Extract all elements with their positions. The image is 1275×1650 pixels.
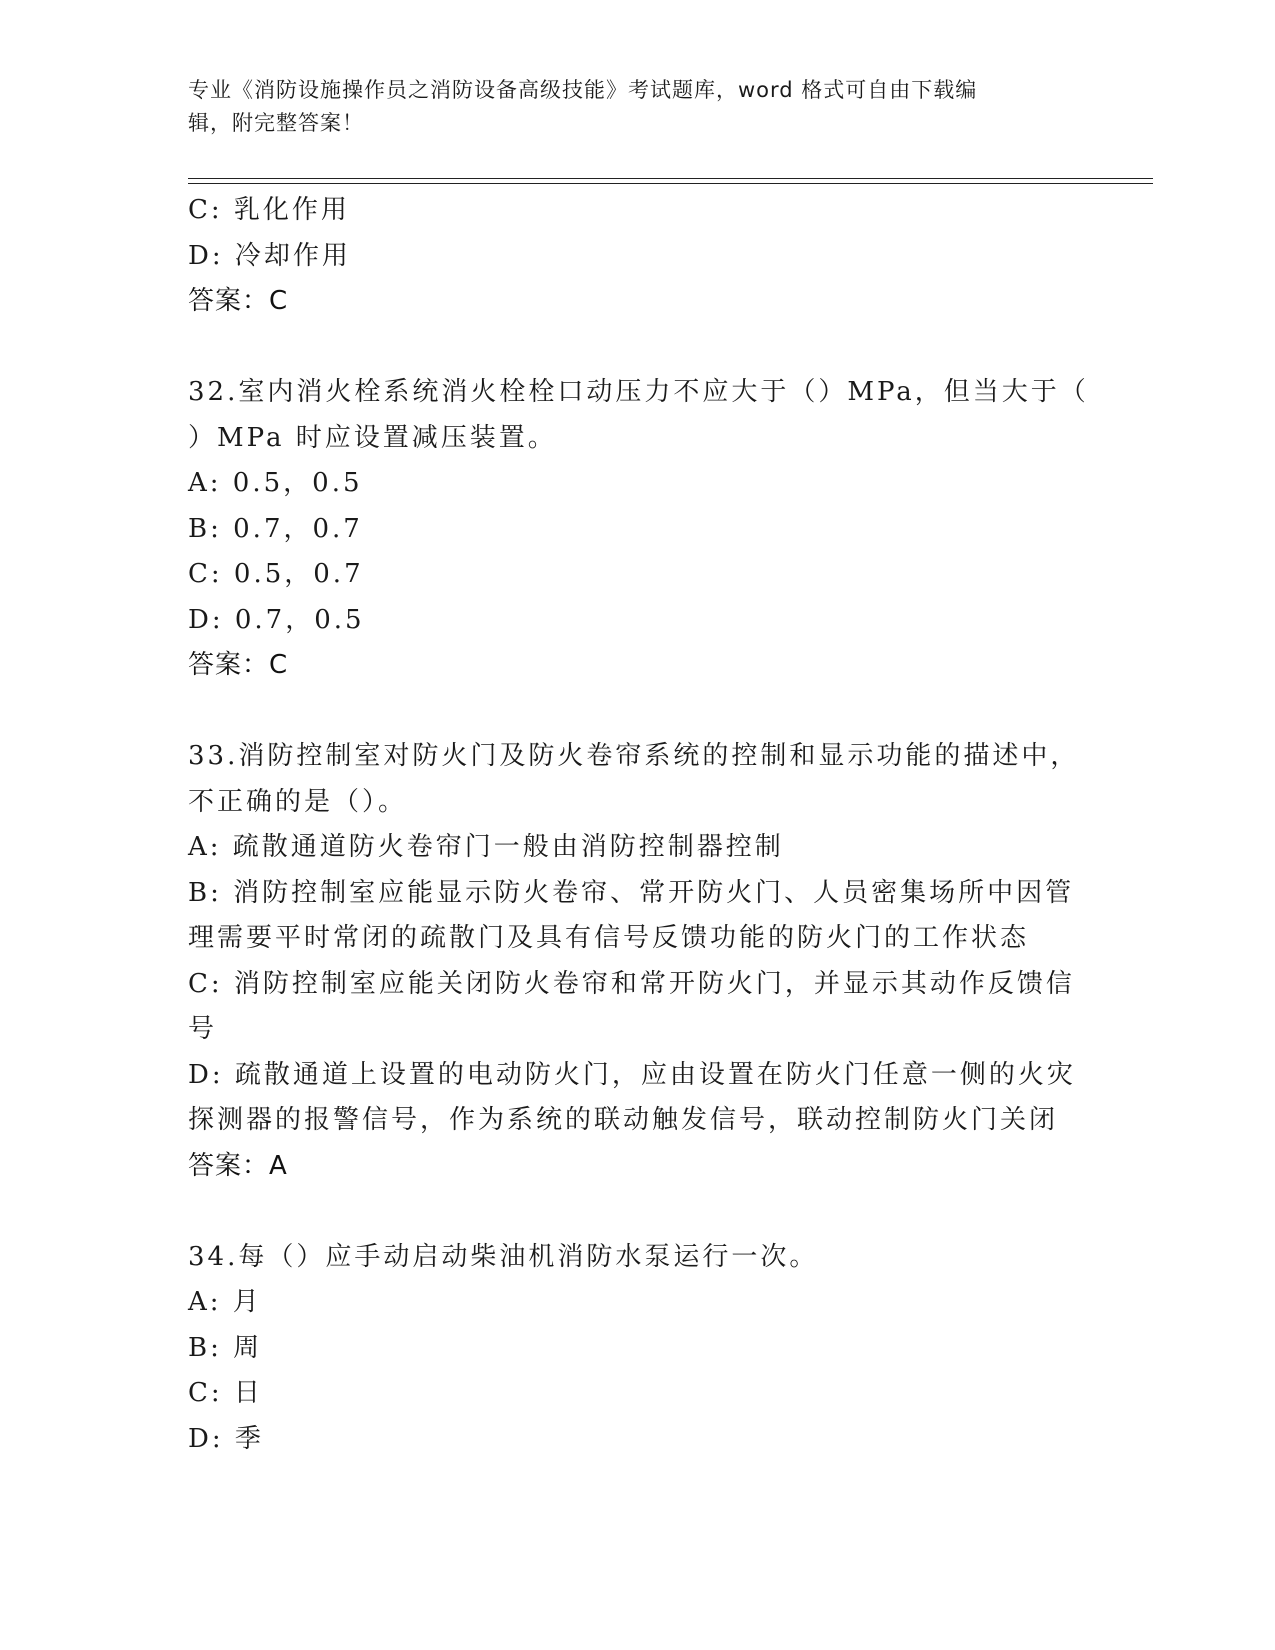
answer-label: 答案：C	[188, 286, 289, 316]
option-b: B: 周	[188, 1332, 263, 1363]
question-34	[188, 1235, 1078, 1463]
option-d: D: 季	[188, 1423, 264, 1454]
header-divider-bottom	[188, 183, 1153, 184]
question-32	[188, 370, 1089, 689]
option-c: C: 0.5，0.7	[188, 559, 364, 589]
question-31	[188, 188, 1078, 325]
question-stem-continued: ）MPa 时应设置减压装置。	[188, 422, 557, 453]
header-line-2: 辑，附完整答案！	[188, 111, 364, 135]
question-content	[188, 188, 1089, 1462]
option-a: A: 月	[188, 1287, 262, 1317]
option-d: D: 0.7，0.5	[188, 604, 365, 635]
spacer	[188, 689, 1078, 735]
question-stem-continued: 不正确的是（）。	[188, 786, 408, 817]
answer-label: 答案：C	[188, 650, 289, 680]
option-d: D: 冷却作用	[188, 240, 351, 271]
option-c-continued: 号	[188, 1014, 218, 1044]
spacer	[188, 325, 1078, 371]
option-c: C: 乳化作用	[188, 195, 350, 225]
option-c: C: 消防控制室应能关闭防火卷帘和常开防火门，并显示其动作反馈信	[188, 968, 1075, 999]
option-c: C: 日	[188, 1378, 263, 1408]
option-b-continued: 理需要平时常闭的疏散门及具有信号反馈功能的防火门的工作状态	[188, 923, 1030, 953]
option-b: B: 消防控制室应能显示防火卷帘、常开防火门、人员密集场所中因管	[188, 877, 1075, 908]
option-d: D: 疏散通道上设置的电动防火门，应由设置在防火门任意一侧的火灾	[188, 1059, 1076, 1090]
question-stem: 32.室内消火栓系统消火栓栓口动压力不应大于（）MPa，但当大于（	[188, 377, 1089, 407]
question-33	[188, 734, 1078, 1189]
answer-label: 答案：A	[188, 1150, 288, 1181]
spacer	[188, 1189, 1078, 1235]
header-line-1: 专业《消防设施操作员之消防设备高级技能》考试题库，word 格式可自由下载编	[188, 78, 978, 102]
question-stem: 34.每（）应手动启动柴油机消防水泵运行一次。	[188, 1241, 819, 1272]
question-stem: 33.消防控制室对防火门及防火卷帘系统的控制和显示功能的描述中，	[188, 741, 1080, 771]
option-a: A: 0.5，0.5	[188, 468, 363, 498]
document-header	[188, 74, 1078, 140]
option-a: A: 疏散通道防火卷帘门一般由消防控制器控制	[188, 832, 784, 862]
option-d-continued: 探测器的报警信号，作为系统的联动触发信号，联动控制防火门关闭	[188, 1105, 1059, 1135]
option-b: B: 0.7，0.7	[188, 513, 363, 544]
header-divider-top	[188, 178, 1153, 179]
